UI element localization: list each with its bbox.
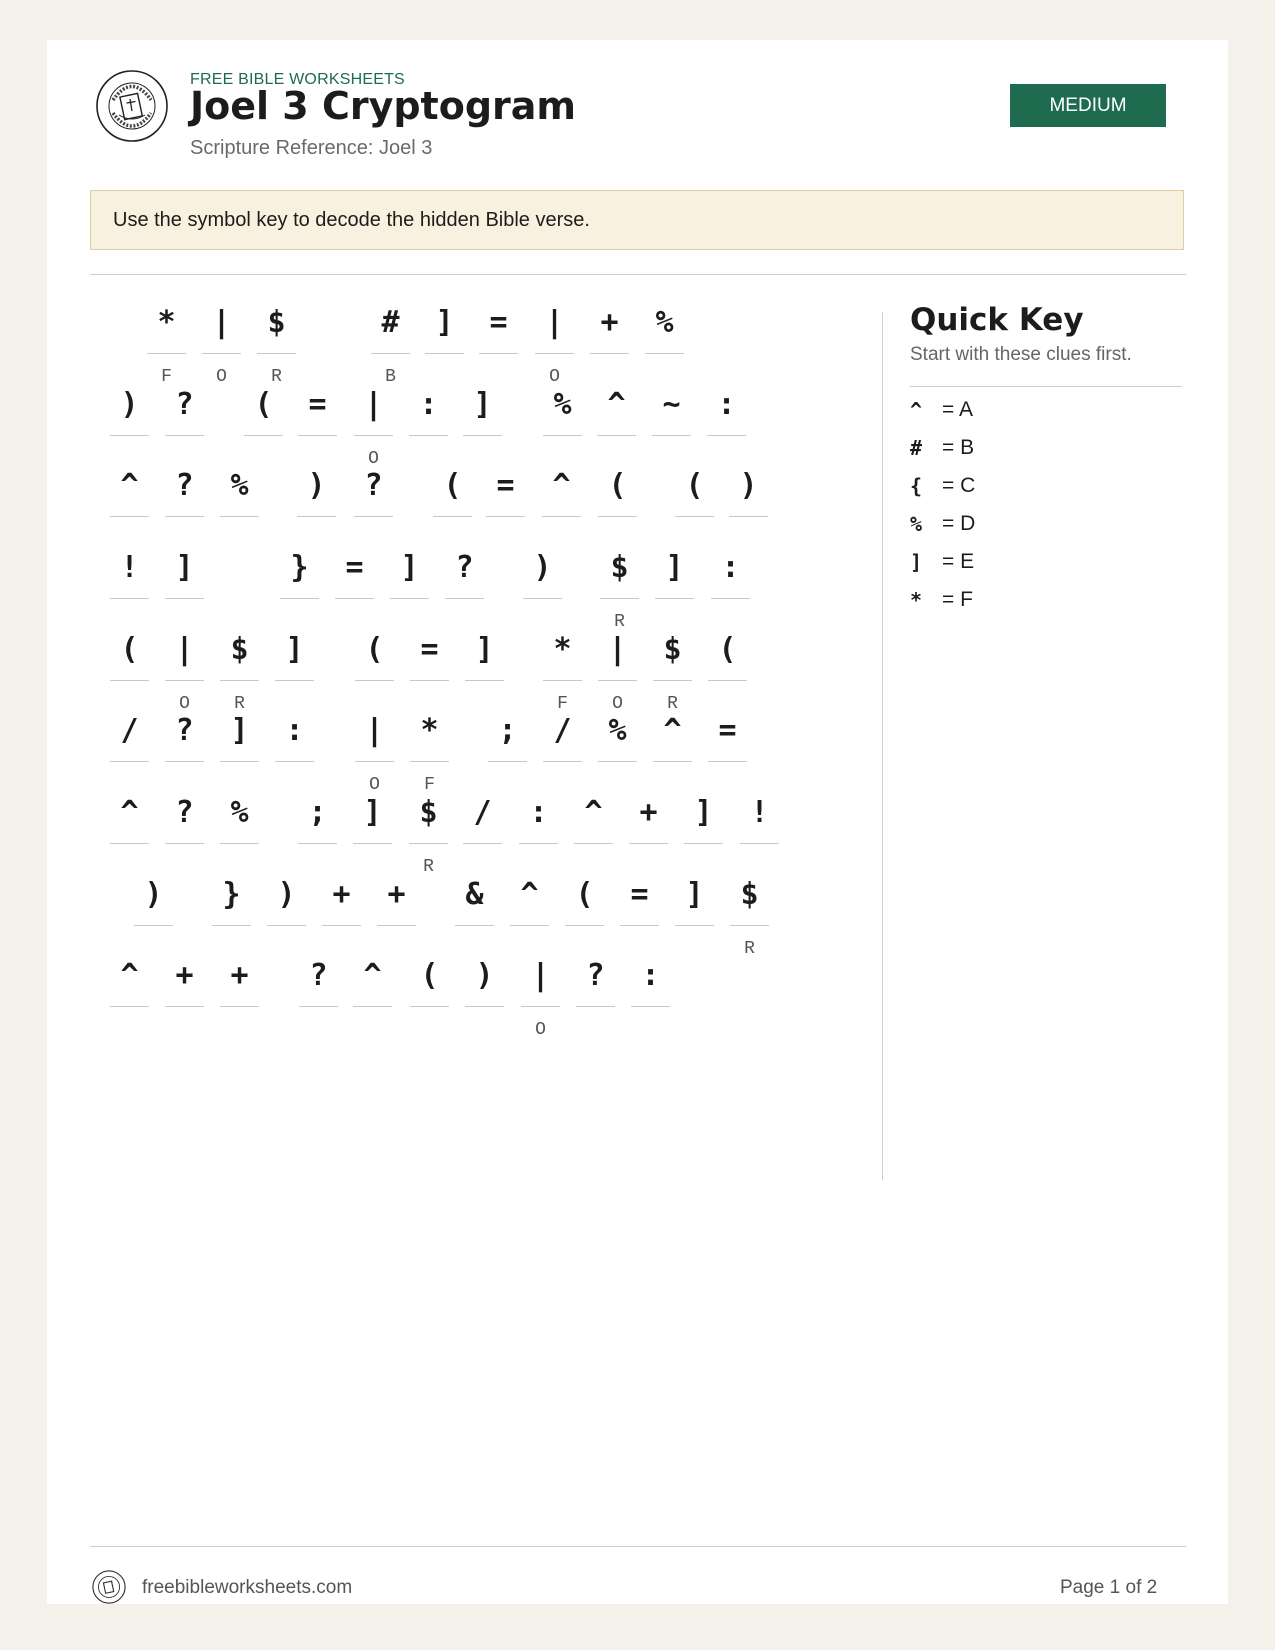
cipher-symbol: %: [230, 795, 249, 830]
answer-line[interactable]: [134, 925, 173, 926]
answer-line[interactable]: [353, 1006, 392, 1007]
cipher-symbol: |: [545, 305, 564, 340]
quick-key-entry: [910, 430, 1180, 466]
answer-line[interactable]: [322, 925, 361, 926]
cipher-symbol: ^: [120, 958, 139, 993]
quick-key-title: Quick Key: [910, 302, 1084, 338]
answer-line[interactable]: [202, 353, 241, 354]
quick-key-value: = F: [942, 588, 973, 611]
cipher-symbol: (: [420, 958, 439, 993]
answer-line[interactable]: [165, 843, 204, 844]
cipher-symbol: ): [739, 468, 758, 503]
answer-line[interactable]: [257, 353, 296, 354]
cipher-symbol: *: [157, 305, 176, 340]
answer-line[interactable]: [212, 925, 251, 926]
answer-line[interactable]: [708, 761, 747, 762]
puzzle-cell: [353, 948, 392, 1048]
answer-line[interactable]: [730, 925, 769, 926]
answer-line[interactable]: [110, 843, 149, 844]
cipher-symbol: *: [420, 713, 439, 748]
cipher-symbol: $: [663, 632, 682, 667]
cipher-symbol: (: [685, 468, 704, 503]
answer-line[interactable]: [110, 516, 149, 517]
cipher-symbol: ): [533, 550, 552, 585]
cipher-symbol: ?: [586, 958, 605, 993]
cipher-symbol: ?: [175, 387, 194, 422]
cipher-symbol: $: [419, 795, 438, 830]
answer-line[interactable]: [600, 598, 639, 599]
answer-line[interactable]: [740, 843, 779, 844]
quick-key-value: = C: [942, 474, 976, 497]
instructions-text: Use the symbol key to decode the hidden Bible verse.: [113, 208, 590, 231]
letter-hint: R: [271, 367, 282, 387]
answer-line[interactable]: [147, 353, 186, 354]
quick-key-symbol: %: [910, 512, 923, 536]
cipher-symbol: (: [254, 387, 273, 422]
letter-hint: O: [179, 694, 190, 714]
answer-line[interactable]: [598, 761, 637, 762]
cipher-symbol: }: [290, 550, 309, 585]
cipher-symbol: :: [721, 550, 740, 585]
answer-line[interactable]: [298, 843, 337, 844]
cipher-symbol: :: [641, 958, 660, 993]
cipher-symbol: ]: [475, 632, 494, 667]
answer-line[interactable]: [675, 516, 714, 517]
cipher-symbol: +: [230, 958, 249, 993]
cipher-symbol: $: [267, 305, 286, 340]
worksheet-page: [47, 40, 1228, 1604]
cryptogram-puzzle: [47, 40, 887, 1170]
answer-line[interactable]: [598, 516, 637, 517]
answer-line[interactable]: [675, 925, 714, 926]
answer-line[interactable]: [220, 1006, 259, 1007]
answer-line[interactable]: [110, 435, 149, 436]
answer-line[interactable]: [165, 435, 204, 436]
answer-line[interactable]: [620, 925, 659, 926]
answer-line[interactable]: [708, 680, 747, 681]
quick-key-value: = D: [942, 512, 976, 535]
answer-line[interactable]: [110, 1006, 149, 1007]
cipher-symbol: |: [608, 632, 627, 667]
cipher-symbol: ]: [175, 550, 194, 585]
answer-line[interactable]: [335, 598, 374, 599]
quick-key-value: = B: [942, 436, 975, 459]
cipher-symbol: ): [475, 958, 494, 993]
answer-line[interactable]: [371, 353, 410, 354]
cipher-symbol: /: [473, 795, 492, 830]
answer-line[interactable]: [275, 680, 314, 681]
answer-line[interactable]: [543, 435, 582, 436]
puzzle-cell: [576, 948, 615, 1048]
cipher-symbol: ?: [175, 795, 194, 830]
quick-key-symbol: ^: [910, 398, 923, 422]
answer-line[interactable]: [220, 680, 259, 681]
cipher-symbol: ]: [285, 632, 304, 667]
puzzle-cell: [220, 948, 259, 1048]
cipher-symbol: $: [610, 550, 629, 585]
cipher-symbol: (: [608, 468, 627, 503]
cipher-symbol: ^: [363, 958, 382, 993]
answer-line[interactable]: [110, 680, 149, 681]
answer-line[interactable]: [565, 925, 604, 926]
quick-key-entry: [910, 392, 1180, 428]
cipher-symbol: %: [608, 713, 627, 748]
answer-line[interactable]: [479, 353, 518, 354]
quick-key-subtitle: Start with these clues first.: [910, 344, 1132, 365]
answer-line[interactable]: [410, 761, 449, 762]
answer-line[interactable]: [652, 435, 691, 436]
cipher-symbol: :: [529, 795, 548, 830]
cipher-symbol: ]: [665, 550, 684, 585]
puzzle-cell: [110, 948, 149, 1048]
answer-line[interactable]: [576, 1006, 615, 1007]
cipher-symbol: /: [553, 713, 572, 748]
answer-line[interactable]: [463, 435, 502, 436]
answer-line[interactable]: [542, 516, 581, 517]
cipher-symbol: +: [600, 305, 619, 340]
cipher-symbol: =: [718, 713, 737, 748]
cipher-symbol: ]: [435, 305, 454, 340]
answer-line[interactable]: [220, 843, 259, 844]
cipher-symbol: (: [575, 877, 594, 912]
quick-key-divider: [910, 386, 1182, 387]
quick-key-entry: [910, 468, 1180, 504]
cipher-symbol: ~: [662, 387, 681, 422]
cipher-symbol: ?: [364, 468, 383, 503]
answer-line[interactable]: [535, 353, 574, 354]
answer-line[interactable]: [165, 516, 204, 517]
puzzle-cell: [465, 948, 504, 1048]
cipher-symbol: +: [387, 877, 406, 912]
brand-name: FREE BIBLE WORKSHEETS: [190, 71, 405, 88]
answer-line[interactable]: [684, 843, 723, 844]
cipher-symbol: +: [175, 958, 194, 993]
cipher-symbol: ^: [552, 468, 571, 503]
cipher-symbol: ): [144, 877, 163, 912]
letter-hint: F: [161, 367, 172, 387]
answer-line[interactable]: [629, 843, 668, 844]
cipher-symbol: ?: [175, 713, 194, 748]
answer-line[interactable]: [410, 1006, 449, 1007]
cipher-symbol: (: [443, 468, 462, 503]
puzzle-cell: [486, 458, 525, 558]
quick-key-entry: [910, 582, 1180, 618]
cipher-symbol: %: [553, 387, 572, 422]
cipher-symbol: =: [345, 550, 364, 585]
cipher-symbol: !: [750, 795, 769, 830]
quick-key-symbol: {: [910, 474, 923, 498]
answer-line[interactable]: [707, 435, 746, 436]
answer-line[interactable]: [110, 598, 149, 599]
answer-line[interactable]: [510, 925, 549, 926]
cipher-symbol: &: [465, 877, 484, 912]
quick-key-entry: [910, 544, 1180, 580]
cipher-symbol: =: [496, 468, 515, 503]
cipher-symbol: ]: [363, 795, 382, 830]
letter-hint: R: [744, 939, 755, 959]
answer-line[interactable]: [280, 598, 319, 599]
quick-key-symbol: ]: [910, 550, 923, 574]
cipher-symbol: =: [308, 387, 327, 422]
answer-line[interactable]: [488, 761, 527, 762]
puzzle-cell: [521, 948, 560, 1048]
answer-line[interactable]: [590, 353, 629, 354]
cipher-symbol: |: [365, 713, 384, 748]
letter-hint: R: [234, 694, 245, 714]
letter-hint: O: [368, 449, 379, 469]
answer-line[interactable]: [355, 761, 394, 762]
answer-line[interactable]: [299, 1006, 338, 1007]
answer-line[interactable]: [298, 435, 337, 436]
answer-line[interactable]: [598, 680, 637, 681]
answer-line[interactable]: [377, 925, 416, 926]
cipher-symbol: ^: [663, 713, 682, 748]
cipher-symbol: +: [332, 877, 351, 912]
page-title: Joel 3 Cryptogram: [190, 84, 576, 128]
answer-line[interactable]: [523, 598, 562, 599]
letter-hint: F: [424, 775, 435, 795]
cipher-symbol: $: [740, 877, 759, 912]
answer-line[interactable]: [653, 761, 692, 762]
answer-line[interactable]: [465, 680, 504, 681]
page-number: Page 1 of 2: [1060, 1577, 1158, 1598]
cipher-symbol: ^: [584, 795, 603, 830]
answer-line[interactable]: [220, 516, 259, 517]
answer-line[interactable]: [410, 680, 449, 681]
answer-line[interactable]: [455, 925, 494, 926]
answer-line[interactable]: [729, 516, 768, 517]
letter-hint: R: [614, 612, 625, 632]
letter-hint: F: [557, 694, 568, 714]
letter-hint: R: [423, 857, 434, 877]
answer-line[interactable]: [645, 353, 684, 354]
answer-line[interactable]: [653, 680, 692, 681]
answer-line[interactable]: [409, 843, 448, 844]
cipher-symbol: ]: [400, 550, 419, 585]
answer-line[interactable]: [574, 843, 613, 844]
puzzle-cell: [410, 948, 449, 1048]
cipher-symbol: :: [717, 387, 736, 422]
cipher-symbol: ]: [685, 877, 704, 912]
cipher-symbol: *: [553, 632, 572, 667]
answer-line[interactable]: [354, 516, 393, 517]
letter-hint: O: [369, 775, 380, 795]
cipher-symbol: ]: [694, 795, 713, 830]
letter-hint: B: [385, 367, 396, 387]
answer-line[interactable]: [445, 598, 484, 599]
cipher-symbol: ^: [520, 877, 539, 912]
answer-line[interactable]: [355, 680, 394, 681]
cipher-symbol: =: [630, 877, 649, 912]
puzzle-cell: [730, 867, 769, 967]
cipher-symbol: |: [175, 632, 194, 667]
answer-line[interactable]: [244, 435, 283, 436]
puzzle-cell: [202, 295, 241, 395]
cipher-symbol: =: [489, 305, 508, 340]
puzzle-cell: [631, 948, 670, 1048]
answer-line[interactable]: [655, 598, 694, 599]
quick-key-entry: [910, 506, 1180, 542]
answer-line[interactable]: [519, 843, 558, 844]
puzzle-cell: [675, 867, 714, 967]
answer-line[interactable]: [353, 843, 392, 844]
answer-line[interactable]: [597, 435, 636, 436]
letter-hint: O: [549, 367, 560, 387]
cipher-symbol: :: [285, 713, 304, 748]
cipher-symbol: |: [531, 958, 550, 993]
answer-line[interactable]: [543, 761, 582, 762]
cipher-symbol: ): [120, 387, 139, 422]
vertical-divider: [882, 312, 883, 1180]
answer-line[interactable]: [165, 598, 204, 599]
cipher-symbol: %: [655, 305, 674, 340]
letter-hint: O: [216, 367, 227, 387]
divider-bottom: [90, 1546, 1186, 1547]
letter-hint: R: [667, 694, 678, 714]
cipher-symbol: ;: [308, 795, 327, 830]
answer-line[interactable]: [297, 516, 336, 517]
answer-line[interactable]: [267, 925, 306, 926]
letter-hint: O: [612, 694, 623, 714]
answer-line[interactable]: [354, 435, 393, 436]
cipher-symbol: ?: [309, 958, 328, 993]
cipher-symbol: }: [222, 877, 241, 912]
cipher-symbol: (: [718, 632, 737, 667]
cipher-symbol: ): [277, 877, 296, 912]
cipher-symbol: ^: [120, 468, 139, 503]
quick-key-symbol: #: [910, 436, 923, 460]
puzzle-cell: [299, 948, 338, 1048]
cipher-symbol: :: [419, 387, 438, 422]
puzzle-cell: [220, 458, 259, 558]
footer-logo-icon: [92, 1570, 126, 1604]
cipher-symbol: ]: [473, 387, 492, 422]
quick-key-value: = A: [942, 398, 973, 421]
answer-line[interactable]: [543, 680, 582, 681]
answer-line[interactable]: [409, 435, 448, 436]
cipher-symbol: |: [212, 305, 231, 340]
answer-line[interactable]: [275, 761, 314, 762]
answer-line[interactable]: [390, 598, 429, 599]
cipher-symbol: ?: [175, 468, 194, 503]
cipher-symbol: |: [364, 387, 383, 422]
cipher-symbol: ): [307, 468, 326, 503]
answer-line[interactable]: [521, 1006, 560, 1007]
answer-line[interactable]: [486, 516, 525, 517]
footer-website: freebibleworksheets.com: [142, 1577, 353, 1598]
cipher-symbol: (: [120, 632, 139, 667]
cipher-symbol: #: [381, 305, 400, 340]
cipher-symbol: ;: [498, 713, 517, 748]
answer-line[interactable]: [165, 680, 204, 681]
answer-line[interactable]: [220, 761, 259, 762]
answer-line[interactable]: [110, 761, 149, 762]
answer-line[interactable]: [631, 1006, 670, 1007]
answer-line[interactable]: [433, 516, 472, 517]
cipher-symbol: ^: [607, 387, 626, 422]
cipher-symbol: !: [120, 550, 139, 585]
cipher-symbol: $: [230, 632, 249, 667]
cipher-symbol: +: [639, 795, 658, 830]
cipher-symbol: /: [120, 713, 139, 748]
quick-key-value: = E: [942, 550, 975, 573]
answer-line[interactable]: [465, 1006, 504, 1007]
quick-key-symbol: *: [910, 588, 923, 612]
scripture-reference: Scripture Reference: Joel 3: [190, 137, 433, 159]
answer-line[interactable]: [711, 598, 750, 599]
cipher-symbol: ?: [455, 550, 474, 585]
letter-hint: O: [535, 1020, 546, 1040]
cipher-symbol: ^: [120, 795, 139, 830]
cipher-symbol: (: [365, 632, 384, 667]
answer-line[interactable]: [463, 843, 502, 844]
cipher-symbol: ]: [230, 713, 249, 748]
answer-line[interactable]: [165, 1006, 204, 1007]
answer-line[interactable]: [425, 353, 464, 354]
difficulty-badge: MEDIUM: [1010, 84, 1166, 127]
answer-line[interactable]: [165, 761, 204, 762]
cipher-symbol: =: [420, 632, 439, 667]
cipher-symbol: %: [230, 468, 249, 503]
puzzle-cell: [165, 948, 204, 1048]
